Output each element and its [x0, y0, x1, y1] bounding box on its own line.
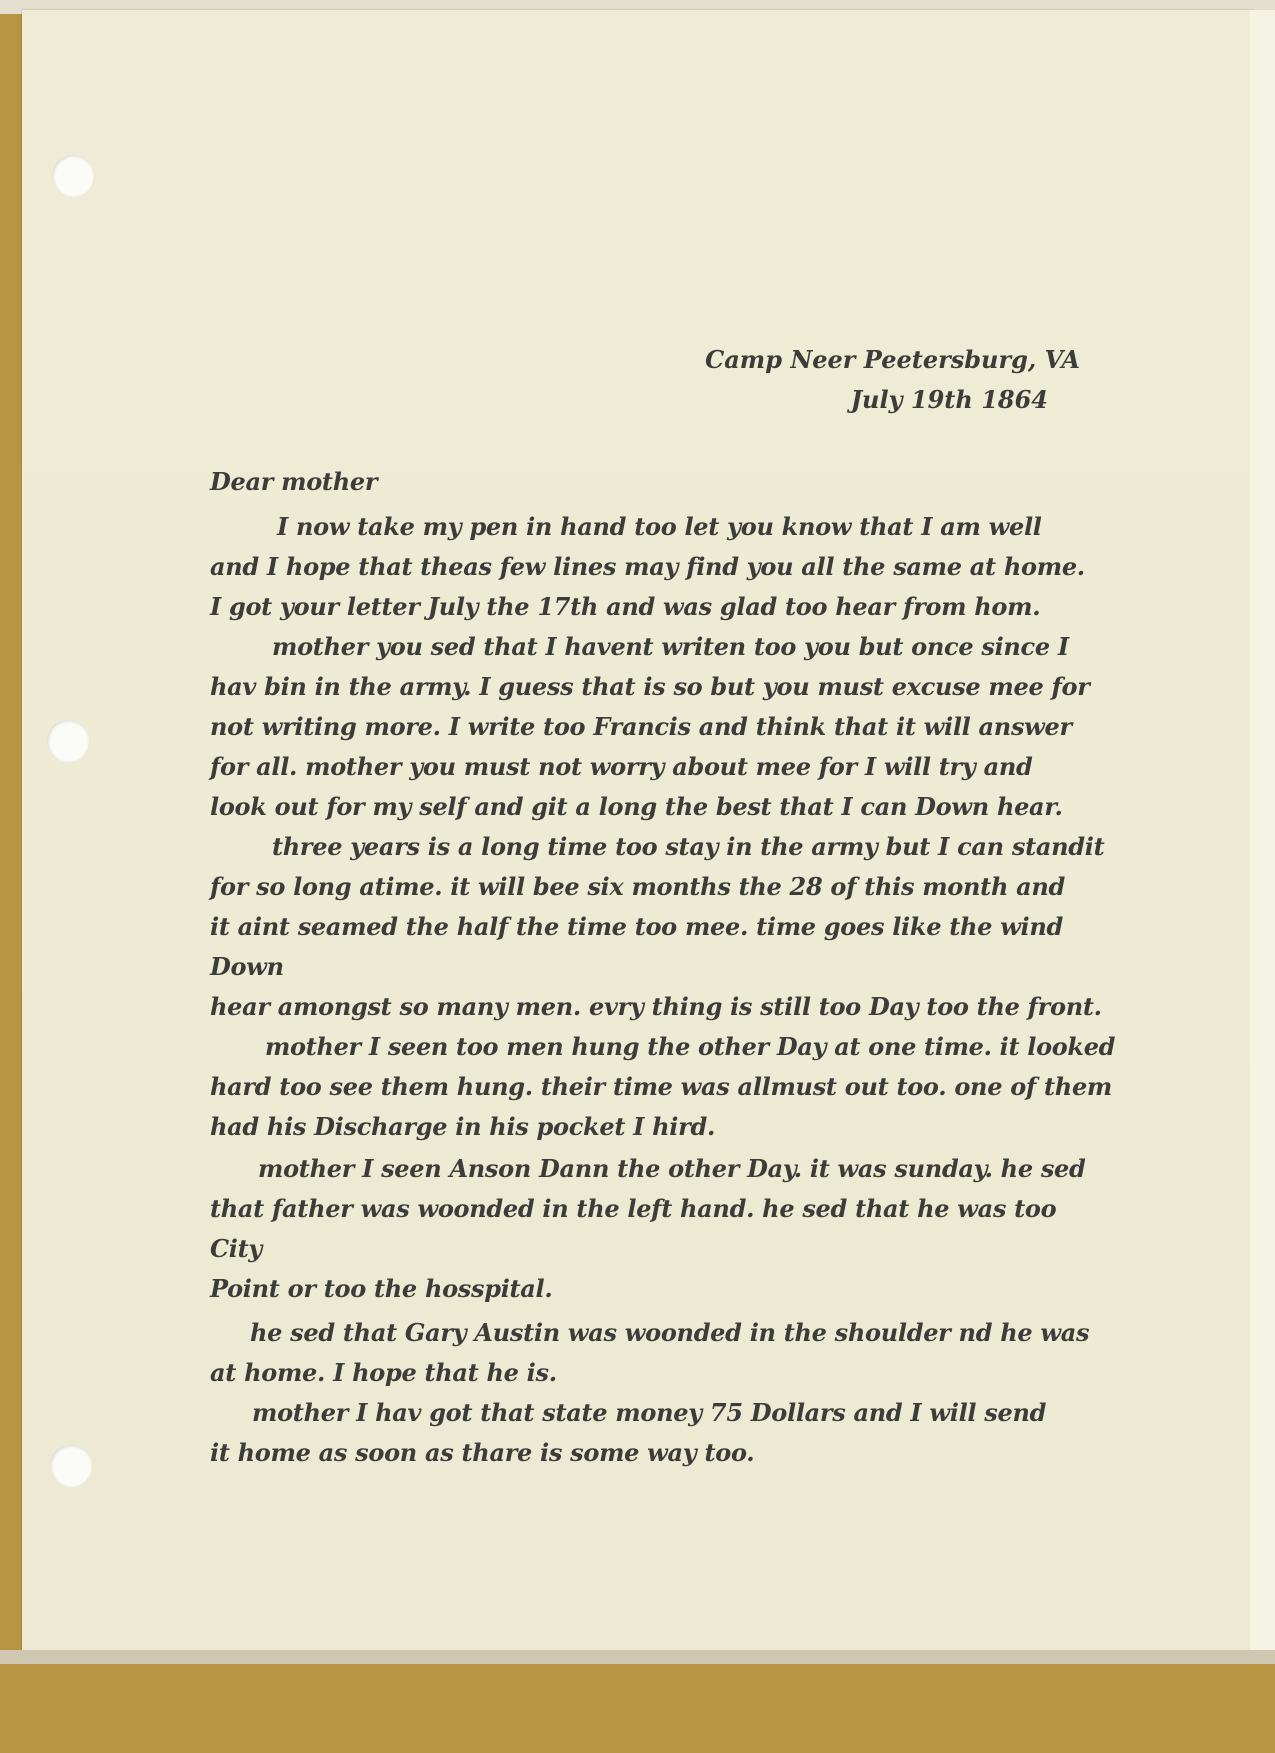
letter-line: mother you sed that I havent writen too you but once since I — [272, 632, 1069, 661]
letter-line: had his Discharge in his pocket I hird. — [210, 1112, 716, 1141]
letter-line: for all. mother you must not worry about mee for I will try and — [210, 752, 1033, 781]
salutation: Dear mother — [210, 467, 378, 496]
letter-line: for so long atime. it will bee six months the 28 of this month and — [210, 872, 1066, 901]
letter-line: at home. I hope that he is. — [210, 1358, 557, 1387]
letter-line: Down — [210, 952, 284, 981]
letter-line: that father was woonded in the left hand. he sed that he was too — [210, 1194, 1057, 1223]
letter-line: mother I seen too men hung the other Day at one time. it looked — [265, 1032, 1116, 1061]
letter-line: I got your letter July the 17th and was glad too hear from hom. — [210, 592, 1041, 621]
letter-line: he sed that Gary Austin was woonded in the shoulder nd he was — [250, 1318, 1090, 1347]
letter-line: look out for my self and git a long the best that I can Down hear. — [210, 792, 1063, 821]
letter-line: and I hope that theas few lines may find you all the same at home. — [210, 552, 1085, 581]
letter-line: hard too see them hung. their time was allmust out too. one of them — [210, 1072, 1113, 1101]
letter-line: mother I hav got that state money 75 Dollars and I will send — [252, 1398, 1047, 1427]
letter-line: it aint seamed the half the time too mee. time goes like the wind — [210, 912, 1063, 941]
letter-line: I now take my pen in hand too let you know that I am well — [277, 512, 1042, 541]
letter-line: not writing more. I write too Francis and think that it will answer — [210, 712, 1072, 741]
letter-line: it home as soon as thare is some way too. — [210, 1438, 755, 1467]
letter-line: hav bin in the army. I guess that is so but you must excuse mee for — [210, 672, 1090, 701]
letter-line: hear amongst so many men. evry thing is still too Day too the front. — [210, 992, 1102, 1021]
letter-line: City — [210, 1234, 263, 1263]
letter-line: Point or too the hosspital. — [210, 1274, 553, 1303]
letter-line: three years is a long time too stay in the army but I can standit — [272, 832, 1105, 861]
letter-date: July 19th 1864 — [850, 385, 1048, 414]
letter-line: mother I seen Anson Dann the other Day. it was sunday. he sed — [258, 1154, 1086, 1183]
letter-place: Camp Neer Peetersburg, VA — [705, 345, 1080, 374]
